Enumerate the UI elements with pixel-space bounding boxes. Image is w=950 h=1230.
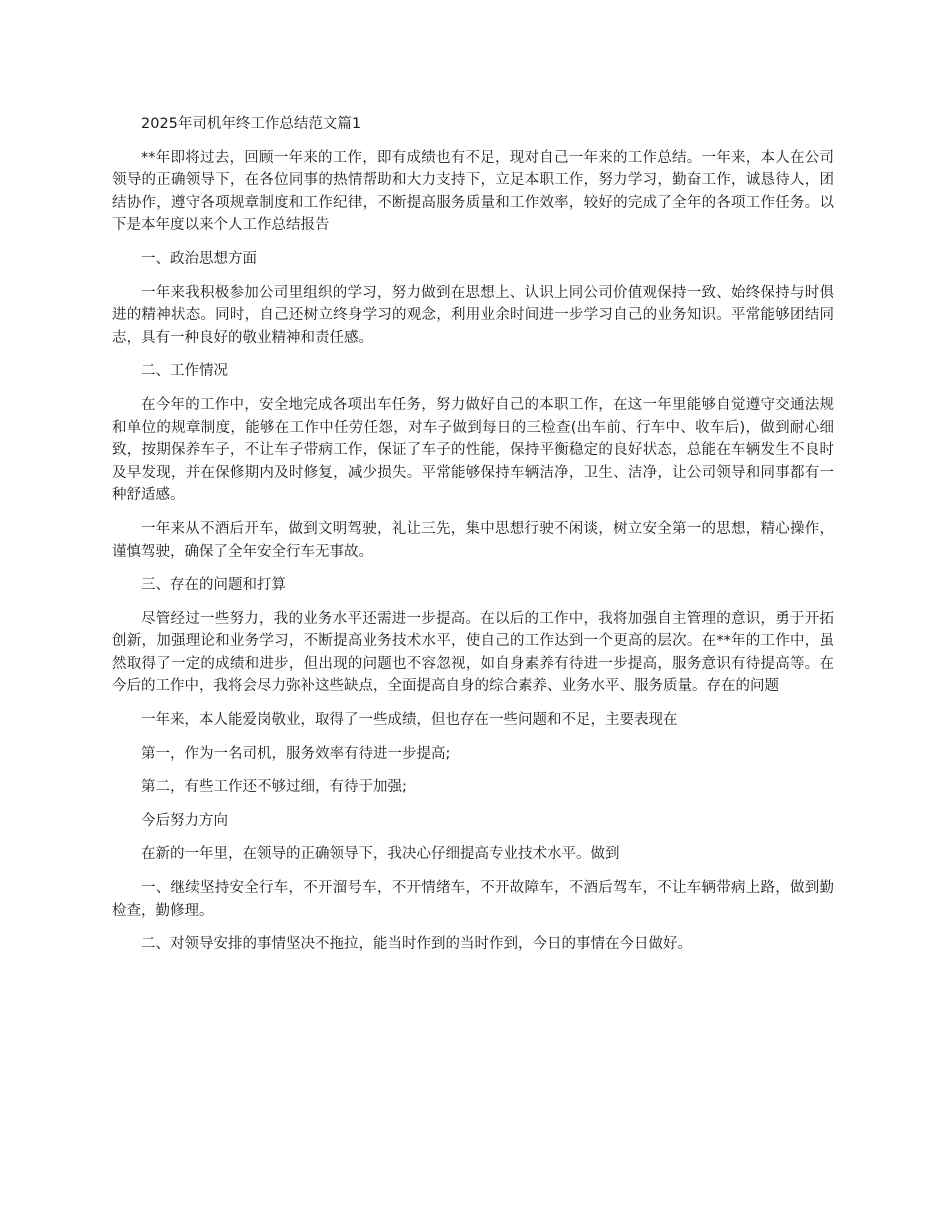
spacer	[112, 507, 834, 518]
paragraph-work: 在今年的工作中，安全地完成各项出车任务，努力做好自己的本职工作，在这一年里能够自觉遵守交通法规和单位的规章制度，能够在工作中任劳任怨，对车子做到每日的三检查(出车前、行车中、收车后)，做到耐心细致，按期保养车子，不让车子带病工作，保证了车子的性能，保持平衡稳定的良好状态，总能在车辆发生不良时及早发现，并在保修期内及时修复，减少损失。平常能够保持车辆洁净，卫生、洁净，让公司领导和同事都有一种舒适感。	[112, 396, 834, 504]
spacer	[112, 349, 834, 360]
direction-item-one: 一、继续坚持安全行车，不开溜号车，不开情绪车，不开故障车，不酒后驾车，不让车辆带病上路，做到勤检查，勤修理。	[112, 880, 834, 919]
heading-political: 一、政治思想方面	[141, 250, 257, 267]
spacer	[112, 922, 834, 933]
paragraph-safety: 一年来从不酒后开车，做到文明驾驶，礼让三先，集中思想行驶不闲谈，树立安全第一的思想，精心操作，谨慎驾驶，确保了全年安全行车无事故。	[112, 520, 834, 560]
list-item-second: 第二，有些工作还不够过细，有待于加强;	[141, 779, 407, 796]
spacer	[112, 732, 834, 743]
spacer	[112, 271, 834, 282]
heading-direction: 今后努力方向	[141, 812, 228, 829]
spacer	[112, 237, 834, 248]
spacer	[112, 799, 834, 810]
spacer	[112, 832, 834, 843]
paragraph-intro: **年即将过去，回顾一年来的工作，即有成绩也有不足，现对自己一年来的工作总结。一年来，本人在公司领导的正确领导下，在各位同事的热情帮助和大力支持下，立足本职工作，努力学习，勤奋工作，诚恳待人，团结协作，遵守各项规章制度和工作纪律，不断提高服务质量和工作效率，较好的完成了全年的各项工作任务。以下是本年度以来个人工作总结报告	[112, 149, 834, 234]
spacer	[112, 866, 834, 877]
spacer	[112, 563, 834, 574]
paragraph-problems: 尽管经过一些努力，我的业务水平还需进一步提高。在以后的工作中，我将加强自主管理的意识，勇于开拓创新，加强理论和业务学习，不断提高业务技术水平，使自己的工作达到一个更高的层次。在**年的工作中，虽然取得了一定的成绩和进步，但出现的问题也不容忽视，如自身素养有待进一步提高，服务意识有待提高等。在今后的工作中，我将会尽力弥补这些缺点，全面提高自身的综合素养、业务水平、服务质量。存在的问题	[112, 610, 834, 695]
heading-problems: 三、存在的问题和打算	[141, 577, 286, 594]
document-page	[112, 113, 834, 956]
spacer	[112, 597, 834, 608]
spacer	[112, 765, 834, 776]
paragraph-political: 一年来我积极参加公司里组织的学习，努力做到在思想上、认识上同公司价值观保持一致、始终保持与时俱进的精神状态。同时，自己还树立终身学习的观念，利用业余时间进一步学习自己的业务知识。平常能够团结同志，具有一种良好的敬业精神和责任感。	[112, 284, 834, 346]
spacer	[112, 383, 834, 394]
paragraph-direction: 在新的一年里，在领导的正确领导下，我决心仔细提高专业技术水平。做到	[141, 846, 620, 863]
spacer	[112, 136, 834, 147]
spacer	[112, 698, 834, 709]
paragraph-summary: 一年来，本人能爱岗敬业，取得了一些成绩，但也存在一些问题和不足，主要表现在	[141, 712, 678, 729]
document-title: 2025年司机年终工作总结范文篇1	[141, 116, 362, 132]
list-item-first: 第一，作为一名司机，服务效率有待进一步提高;	[141, 745, 451, 762]
direction-item-two: 二、对领导安排的事情坚决不拖拉，能当时作到的当时作到，今日的事情在今日做好。	[141, 936, 692, 953]
heading-work: 二、工作情况	[141, 363, 228, 380]
